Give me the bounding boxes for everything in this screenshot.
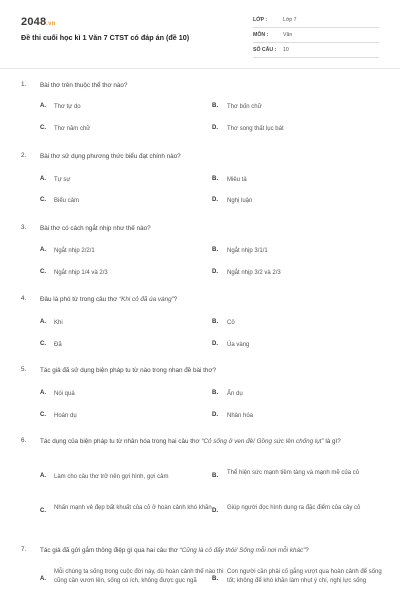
option-text: Úa vàng: [227, 342, 250, 348]
question-text-tail: ?: [305, 547, 309, 554]
option-text: Thể hiện sức mạnh tiềm tàng và mạnh mẽ của cỏ: [227, 470, 360, 476]
option-letter: C.: [40, 341, 46, 347]
option-text: Ngắt nhịp 2/2/1: [54, 248, 95, 254]
question-text-lead: Đâu là phó từ trong câu thơ: [40, 296, 120, 303]
meta-label: SỐ CÂU :: [253, 47, 277, 53]
site-logo[interactable]: [21, 16, 56, 28]
option-text: Nhân hóa: [227, 413, 254, 419]
option-text: Thơ bốn chữ: [227, 104, 262, 110]
meta-row-count: [253, 44, 379, 58]
option-text: Biểu cảm: [54, 198, 80, 204]
option-text: Tự sự: [54, 177, 71, 183]
option-text: Thơ song thất lục bát: [227, 126, 284, 132]
meta-row-class: [253, 14, 379, 28]
option-text: Ngắt nhịp 3/2 và 2/3: [227, 270, 281, 276]
option-letter: A.: [40, 319, 46, 325]
option-text: Cỏ: [227, 320, 235, 326]
option-text: Miêu tả: [227, 177, 247, 183]
meta-value: Lớp 7: [283, 17, 297, 23]
meta-value: 10: [283, 47, 289, 53]
question-text: Bài thơ có cách ngắt nhịp như thế nào?: [40, 225, 151, 232]
option-text: Nói quá: [54, 391, 75, 397]
question-number: 4.: [21, 295, 27, 302]
question-text: Bài thơ trên thuộc thể thơ nào?: [40, 82, 128, 89]
question-number: 6.: [21, 437, 27, 444]
option-text: Mỗi chúng ta sống trong cuộc đời này, dù hoàn cảnh thế nào thì cũng cần vươn lên, sống có ích, không được gục ngã: [54, 569, 224, 584]
option-letter: C.: [40, 269, 46, 275]
question-quote: “Cỏ sống ở ven đê/ Gồng sức lên chống lụt”: [201, 438, 324, 445]
option-letter: C.: [40, 508, 46, 514]
option-letter: A.: [40, 576, 46, 582]
exam-title: Đề thi cuối học kì 1 Văn 7 CTST có đáp án (đề 10): [21, 33, 190, 42]
question-text: [40, 546, 386, 555]
question-text: Bài thơ sử dụng phương thức biểu đạt chính nào?: [40, 153, 181, 160]
option-letter: B.: [212, 319, 218, 325]
question-number: 3.: [21, 224, 27, 231]
option-text: Ngắt nhịp 1/4 và 2/3: [54, 270, 108, 276]
question-quote: “Cũng là cỏ đấy thôi/ Sống mỗi nơi mỗi khác”: [179, 547, 306, 554]
option-letter: C.: [40, 412, 46, 418]
option-letter: B.: [212, 390, 218, 396]
option-letter: D.: [212, 412, 218, 418]
question-text: Tác giả đã sử dụng biện pháp tu từ nào trong nhan đề bài thơ?: [40, 367, 217, 374]
option-letter: B.: [212, 103, 218, 109]
question-text-lead: Tác giả đã gửi gắm thông điệp gì qua hai câu thơ: [40, 547, 180, 554]
logo-suffix: .vn: [46, 21, 56, 27]
option-letter: D.: [212, 197, 218, 203]
option-letter: A.: [40, 176, 46, 182]
option-text: Thơ năm chữ: [54, 126, 91, 132]
meta-row-subject: [253, 29, 379, 43]
logo-main: 2048: [21, 16, 47, 28]
option-letter: A.: [40, 390, 46, 396]
option-letter: D.: [212, 269, 218, 275]
option-text: Giúp người đọc hình dung ra đặc điểm của cây cỏ: [227, 505, 361, 511]
question-quote: “Khi cỏ đã úa vàng”: [119, 296, 174, 303]
option-letter: D.: [212, 508, 218, 514]
meta-label: LỚP :: [253, 17, 268, 23]
option-letter: B.: [212, 473, 218, 479]
option-letter: B.: [212, 576, 218, 582]
option-letter: D.: [212, 125, 218, 131]
question-text: [40, 295, 386, 304]
option-letter: D.: [212, 341, 218, 347]
meta-value: Văn: [283, 32, 293, 38]
question-number: 7.: [21, 546, 27, 553]
exam-header: [0, 0, 400, 68]
header-divider: [0, 68, 400, 69]
meta-label: MÔN :: [253, 32, 269, 38]
option-text: Ẩn dụ: [227, 391, 243, 397]
question-number: 2.: [21, 152, 27, 159]
question-text-lead: Tác dụng của biện pháp tu từ nhân hóa trong hai câu thơ: [40, 438, 202, 445]
option-letter: B.: [212, 247, 218, 253]
option-letter: A.: [40, 247, 46, 253]
question-text-tail: là gì?: [323, 438, 341, 445]
option-letter: C.: [40, 197, 46, 203]
question-text-tail: ?: [173, 296, 178, 303]
option-letter: C.: [40, 125, 46, 131]
option-text: Nhấn mạnh vẻ đẹp bất khuất của cỏ ở hoàn cảnh khó khăn: [54, 505, 212, 511]
question-number: 5.: [21, 366, 27, 373]
option-text: Ngắt nhịp 3/1/1: [227, 248, 268, 254]
option-text: Nghị luận: [227, 198, 253, 204]
option-text: Con người cần phải cố gắng vượt qua hoàn cảnh để sống tốt; không để khó khăn làm nhụt ý chí, nghị lực sống: [227, 569, 382, 584]
option-letter: A.: [40, 103, 46, 109]
option-text: Đã: [54, 342, 62, 348]
option-text: Hoán dụ: [54, 413, 77, 419]
option-text: Khi: [54, 320, 63, 326]
question-text: [40, 437, 386, 446]
option-letter: B.: [212, 176, 218, 182]
question-number: 1.: [21, 81, 27, 88]
option-letter: A.: [40, 473, 46, 479]
option-text: Làm cho câu thơ trở nên gợi hình, gợi cảm: [54, 474, 169, 480]
option-text: Thơ tự do: [54, 104, 81, 110]
